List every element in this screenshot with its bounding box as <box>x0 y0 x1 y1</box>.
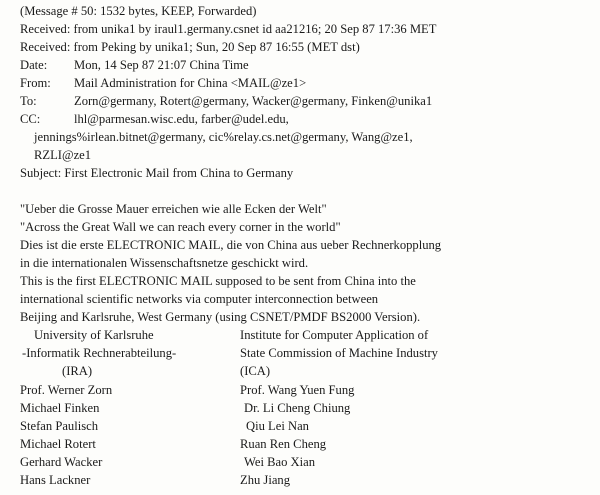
english-text-3: Beijing and Karlsruhe, West Germany (using CSNET/PMDF BS2000 Version). <box>20 310 421 324</box>
cc-value-3: RZLI@ze1 <box>34 148 92 162</box>
left-person: Gerhard Wacker <box>20 455 103 469</box>
right-person: Ruan Ren Cheng <box>240 437 327 451</box>
right-person: Wei Bao Xian <box>244 455 316 469</box>
right-org-line: Institute for Computer Application of <box>240 328 429 342</box>
from-value: Mail Administration for China <MAIL@ze1> <box>74 76 307 90</box>
message-info: (Message # 50: 1532 bytes, KEEP, Forwarded) <box>20 4 257 18</box>
received-line-2: Received: from Peking by unika1; Sun, 20 Sep 87 16:55 (MET dst) <box>20 40 360 54</box>
date-value: Mon, 14 Sep 87 21:07 China Time <box>74 58 249 72</box>
from-label: From: <box>20 76 51 90</box>
left-person: Stefan Paulisch <box>20 419 98 433</box>
cc-value-2: jennings%irlean.bitnet@germany, cic%relay.cs.net@germany, Wang@ze1, <box>34 130 413 144</box>
cc-label: CC: <box>20 112 41 126</box>
date-row <box>20 58 249 73</box>
left-org-line: (IRA) <box>62 364 93 378</box>
right-person: Dr. Li Cheng Chiung <box>244 401 351 415</box>
english-text-1: This is the first ELECTRONIC MAIL supposed to be sent from China into the <box>20 274 416 288</box>
german-text-1: Dies ist die erste ELECTRONIC MAIL, die von China aus ueber Rechnerkopplung <box>20 238 442 252</box>
to-row <box>20 94 432 109</box>
to-label: To: <box>20 94 37 108</box>
right-person: Zhu Jiang <box>240 473 291 487</box>
left-person: Prof. Werner Zorn <box>20 383 113 397</box>
quote-english: "Across the Great Wall we can reach every corner in the world" <box>20 220 341 234</box>
subject-line: Subject: First Electronic Mail from China to Germany <box>20 166 294 180</box>
received-line-1: Received: from unika1 by iraul1.germany.csnet id aa21216; 20 Sep 87 17:36 MET <box>20 22 437 36</box>
left-org-line: University of Karlsruhe <box>34 328 154 342</box>
right-person: Qiu Lei Nan <box>246 419 309 433</box>
right-person: Prof. Wang Yuen Fung <box>240 383 355 397</box>
right-org-line: State Commission of Machine Industry <box>240 346 438 360</box>
right-org-line: (ICA) <box>240 364 271 378</box>
english-text-2: international scientific networks via computer interconnection between <box>20 292 379 306</box>
left-person: Michael Rotert <box>20 437 96 451</box>
left-person: Hans Lackner <box>20 473 91 487</box>
cc-value-1: lhl@parmesan.wisc.edu, farber@udel.edu, <box>74 112 289 126</box>
to-value: Zorn@germany, Rotert@germany, Wacker@germany, Finken@unika1 <box>74 94 433 108</box>
from-row <box>20 76 306 91</box>
left-person: Michael Finken <box>20 401 100 415</box>
left-org-line: -Informatik Rechnerabteilung- <box>22 346 177 360</box>
quote-german: "Ueber die Grosse Mauer erreichen wie alle Ecken der Welt" <box>20 202 327 216</box>
cc-row <box>20 112 289 127</box>
german-text-2: in die internationalen Wissenschaftsnetze geschickt wird. <box>20 256 309 270</box>
date-label: Date: <box>20 58 48 72</box>
